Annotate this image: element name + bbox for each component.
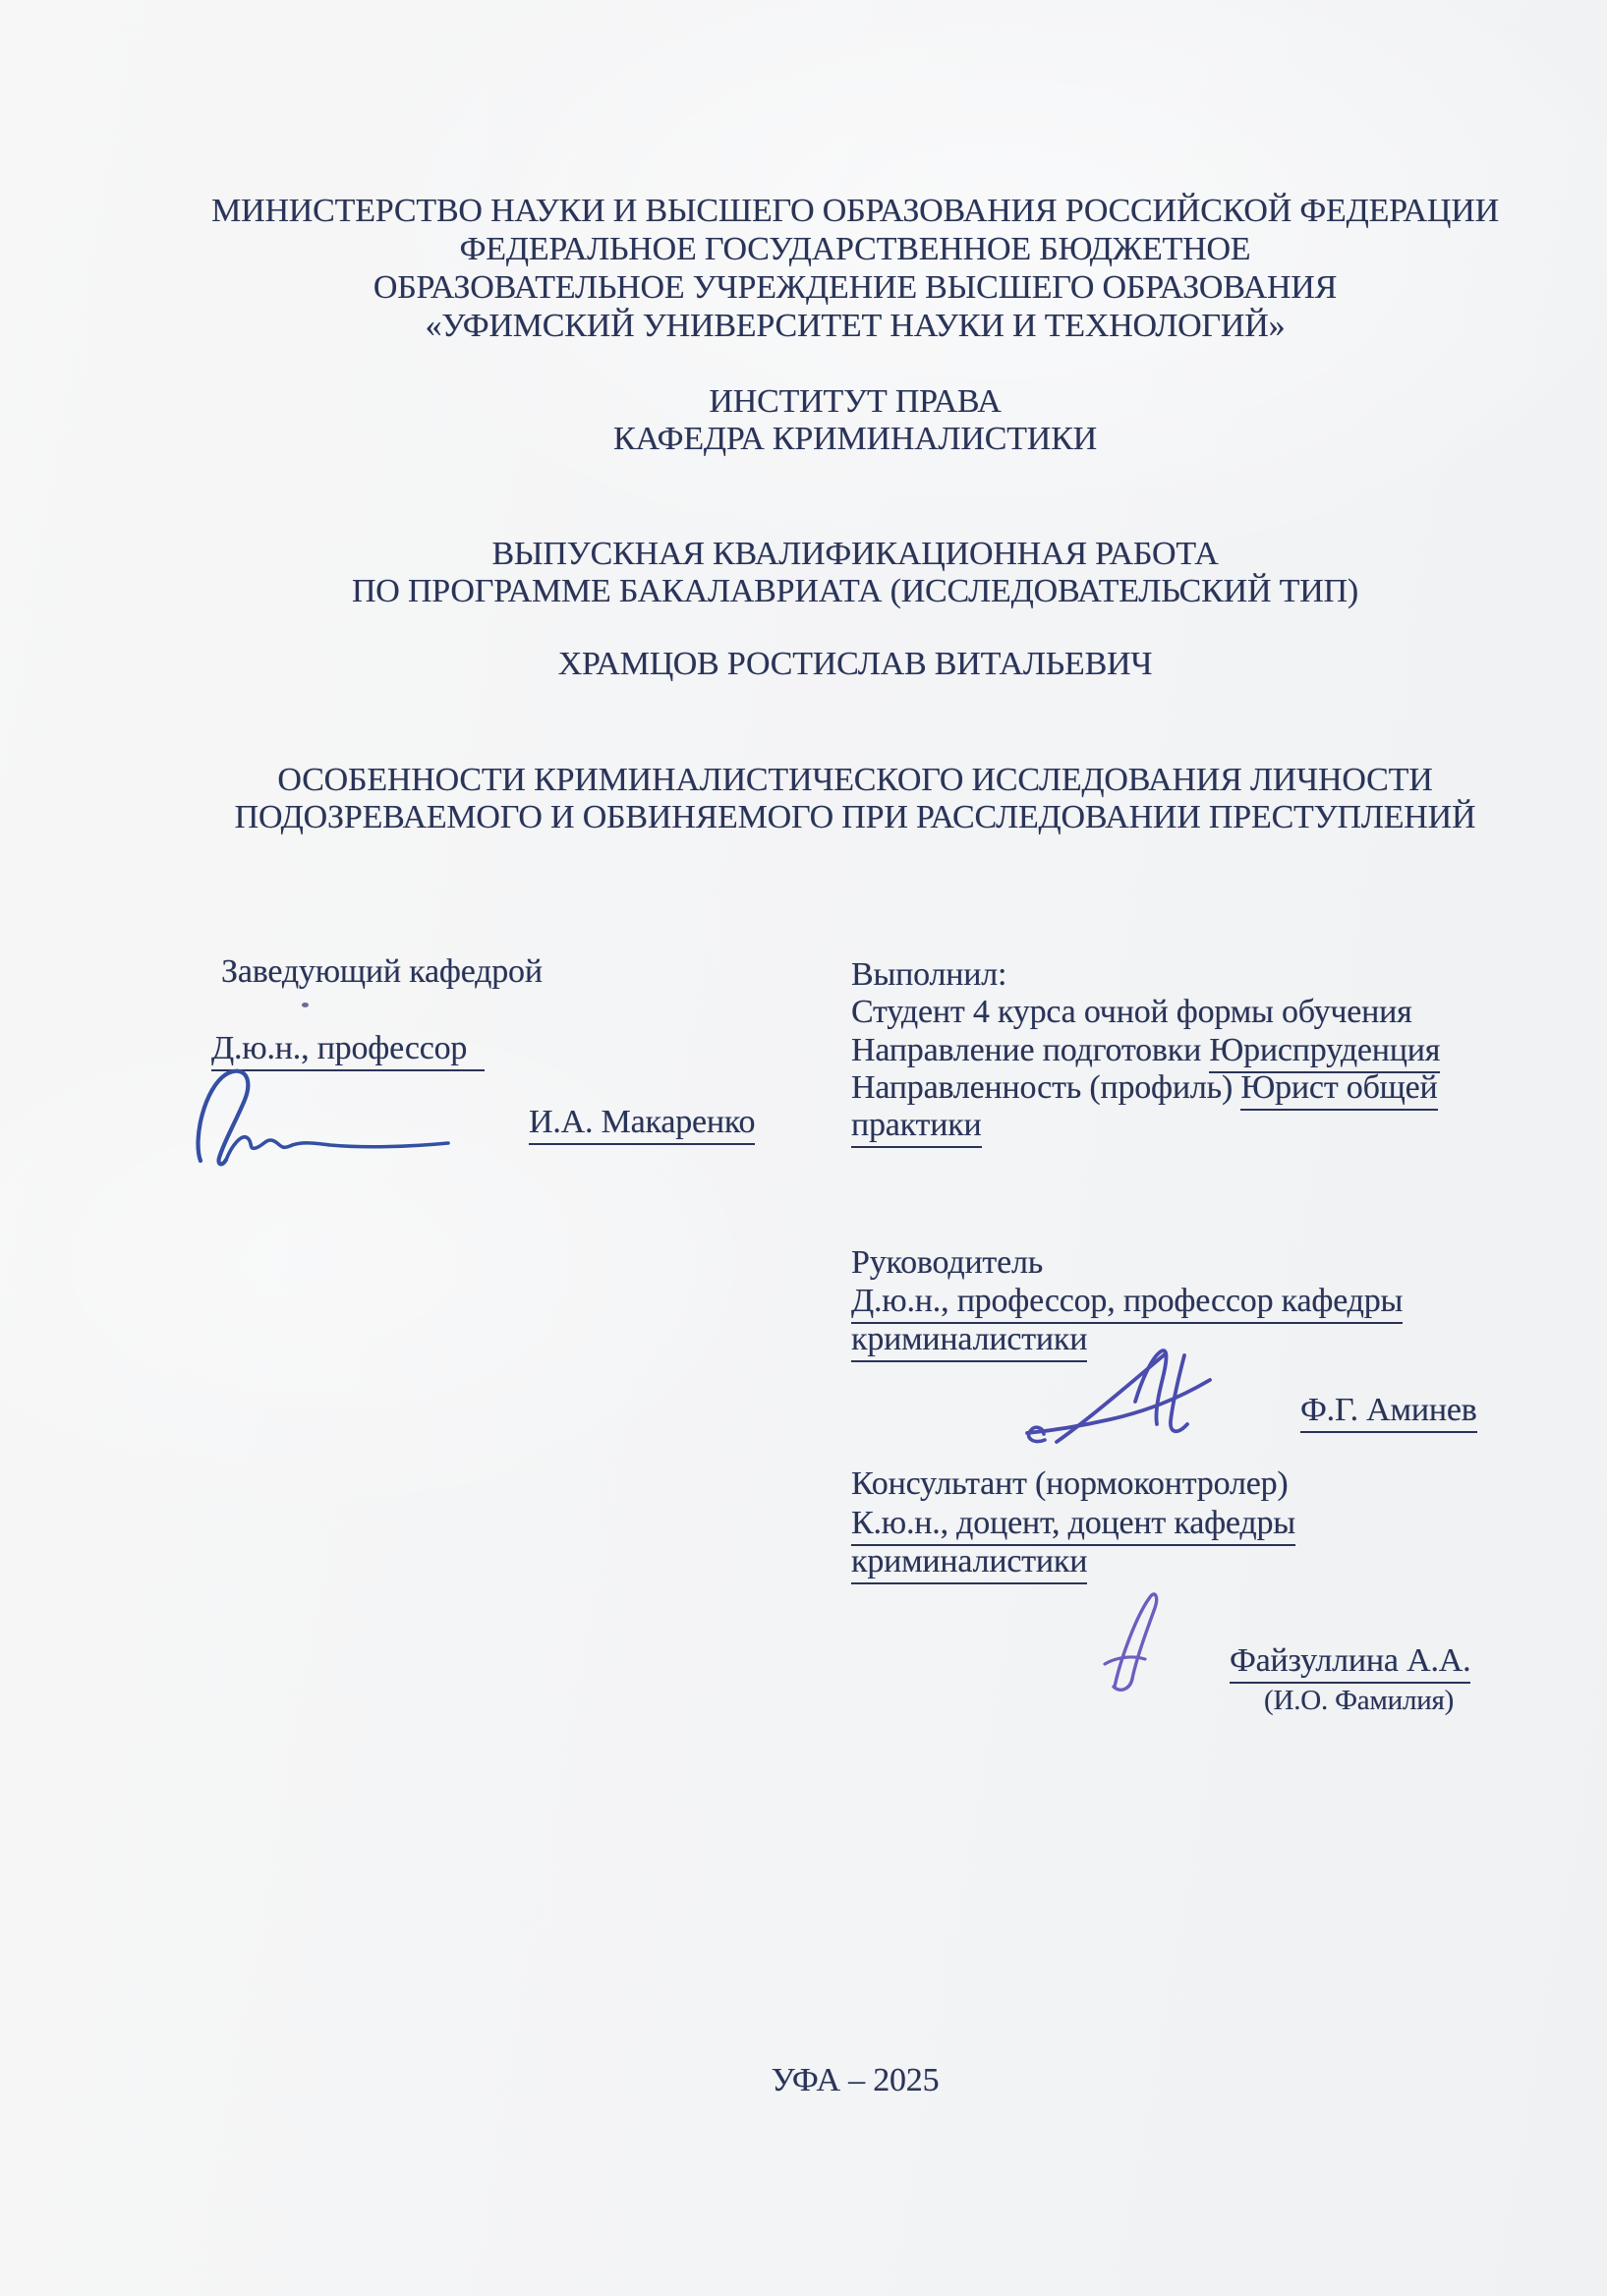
profile-value-2: практики <box>851 1107 982 1148</box>
head-of-department-name-text: И.А. Макаренко <box>529 1104 755 1145</box>
consultant-degree-1-text: К.ю.н., доцент, доцент кафедры <box>851 1505 1295 1546</box>
consultant-name-hint: (И.О. Фамилия) <box>1264 1685 1455 1716</box>
university-name: «УФИМСКИЙ УНИВЕРСИТЕТ НАУКИ И ТЕХНОЛОГИЙ» <box>425 308 1286 344</box>
consultant-name-text: Файзуллина А.А. <box>1230 1642 1470 1684</box>
makarenko-signature-icon <box>187 1064 462 1175</box>
author-block <box>103 645 1607 683</box>
profile-line-2 <box>851 1106 982 1145</box>
performed-by-label: Выполнил: <box>851 956 1007 993</box>
consultant-role: Консультант (нормоконтролер) <box>851 1465 1289 1502</box>
profile-label: Направленность (профиль) <box>851 1069 1241 1106</box>
work-type-line: ВЫПУСКНАЯ КВАЛИФИКАЦИОННАЯ РАБОТА <box>491 536 1219 572</box>
institute-name: ИНСТИТУТ ПРАВА <box>709 383 1002 420</box>
city-year: УФА – 2025 <box>771 2062 940 2098</box>
supervisor-degree-1 <box>851 1282 1403 1321</box>
profile-line <box>851 1068 1438 1108</box>
head-of-department-degree-text: Д.ю.н., профессор <box>211 1030 485 1071</box>
institute-block <box>103 383 1607 458</box>
direction-label: Направление подготовки <box>851 1032 1210 1068</box>
supervisor-degree-1-text: Д.ю.н., профессор, профессор кафедры <box>851 1283 1403 1324</box>
supervisor-name-text: Ф.Г. Аминев <box>1300 1392 1477 1433</box>
thesis-title-line-1: ОСОБЕННОСТИ КРИМИНАЛИСТИЧЕСКОГО ИССЛЕДОВАНИЯ ЛИЧНОСТИ <box>277 762 1433 798</box>
program-type-line: ПО ПРОГРАММЕ БАКАЛАВРИАТА (ИССЛЕДОВАТЕЛЬСКИЙ ТИП) <box>351 573 1359 609</box>
author-name: ХРАМЦОВ РОСТИСЛАВ ВИТАЛЬЕВИЧ <box>557 646 1153 682</box>
direction-line <box>851 1031 1440 1070</box>
direction-value: Юриспруденция <box>1209 1032 1440 1073</box>
thesis-title <box>103 762 1607 836</box>
institution-line-2: ОБРАЗОВАТЕЛЬНОЕ УЧРЕЖДЕНИЕ ВЫСШЕГО ОБРАЗОВАНИЯ <box>373 269 1338 306</box>
student-info: Студент 4 курса очной формы обучения <box>851 994 1412 1030</box>
ink-speck <box>302 1003 309 1007</box>
thesis-title-line-2: ПОДОЗРЕВАЕМОГО И ОБВИНЯЕМОГО ПРИ РАССЛЕДОВАНИИ ПРЕСТУПЛЕНИЙ <box>234 799 1476 835</box>
aminev-signature-icon <box>1017 1343 1248 1453</box>
supervisor-role: Руководитель <box>851 1244 1044 1281</box>
aminev-signature <box>1017 1343 1248 1453</box>
consultant-name <box>1230 1641 1470 1681</box>
consultant-degree-2 <box>851 1542 1087 1581</box>
fayzullina-signature <box>1093 1588 1177 1698</box>
institution-line-1: ФЕДЕРАЛЬНОЕ ГОСУДАРСТВЕННОЕ БЮДЖЕТНОЕ <box>459 231 1251 267</box>
consultant-degree-1 <box>851 1504 1295 1543</box>
ministry-line: МИНИСТЕРСТВО НАУКИ И ВЫСШЕГО ОБРАЗОВАНИЯ РОССИЙСКОЙ ФЕДЕРАЦИИ <box>211 193 1499 229</box>
makarenko-signature <box>187 1064 462 1175</box>
supervisor-degree-2-text: криминалистики <box>851 1321 1087 1362</box>
head-of-department-name <box>529 1103 755 1142</box>
department-name: КАФЕДРА КРИМИНАЛИСТИКИ <box>612 421 1097 457</box>
footer-block <box>103 2061 1607 2099</box>
profile-value-1: Юрист общей <box>1240 1069 1437 1111</box>
work-type-block <box>103 536 1607 610</box>
head-of-department-degree <box>211 1029 485 1068</box>
consultant-degree-2-text: криминалистики <box>851 1543 1087 1584</box>
supervisor-name <box>1300 1391 1477 1430</box>
head-of-department-role: Заведующий кафедрой <box>221 953 543 990</box>
fayzullina-signature-icon <box>1093 1588 1177 1698</box>
ministry-header <box>103 192 1607 345</box>
